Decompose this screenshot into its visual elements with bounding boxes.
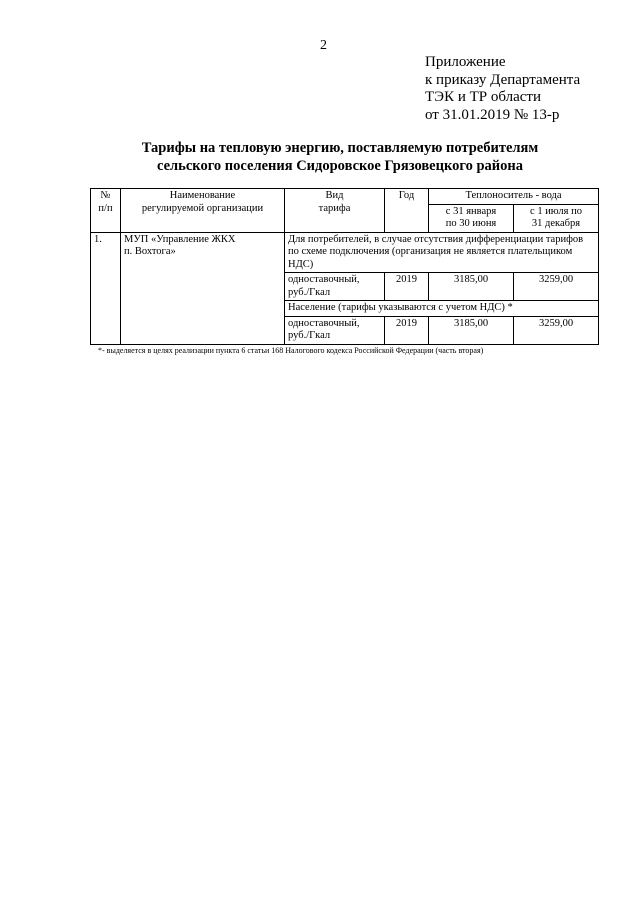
header-organization: Наименование регулируемой организации <box>121 189 285 233</box>
title-line: Тарифы на тепловую энергию, поставляемую потребителям <box>141 140 539 156</box>
tariff-type-cell: одноставочный, руб./Гкал <box>285 316 385 344</box>
value-cell: 3185,00 <box>429 273 514 301</box>
header-period-2: с 1 июля по 31 декабря <box>514 204 599 232</box>
appendix-line: ТЭК и ТР области <box>425 89 541 105</box>
header-carrier: Теплоноситель - вода <box>429 189 599 205</box>
appendix-block <box>425 54 580 124</box>
header-num: № п/п <box>91 189 121 233</box>
table-header-row <box>91 189 599 205</box>
row-num: 1. <box>91 232 121 344</box>
document-title <box>60 139 620 175</box>
page-number: 2 <box>320 38 327 53</box>
table-row <box>91 232 599 273</box>
year-cell: 2019 <box>385 273 429 301</box>
title-line: сельского поселения Сидоровское Грязовецкого района <box>157 158 523 174</box>
section-note: Население (тарифы указываются с учетом НДС) * <box>285 301 599 317</box>
header-period-1: с 31 января по 30 июня <box>429 204 514 232</box>
value-cell: 3259,00 <box>514 316 599 344</box>
header-tariff-type: Вид тарифа <box>285 189 385 233</box>
value-cell: 3185,00 <box>429 316 514 344</box>
header-year: Год <box>385 189 429 233</box>
row-organization: МУП «Управление ЖКХ п. Вохтога» <box>121 232 285 344</box>
appendix-line: от 31.01.2019 № 13-р <box>425 106 560 123</box>
year-cell: 2019 <box>385 316 429 344</box>
value-cell: 3259,00 <box>514 273 599 301</box>
appendix-line: к приказу Департамента <box>425 71 581 88</box>
appendix-line: Приложение <box>425 54 506 70</box>
footnote: *- выделяется в целях реализации пункта 6 статьи 168 Налогового кодекса Российской Федерации (часть вторая) <box>98 346 484 355</box>
tariff-type-cell: одноставочный, руб./Гкал <box>285 273 385 301</box>
section-note: Для потребителей, в случае отсутствия дифференциации тарифов по схеме подключения (организация не является плательщиком НДС) <box>285 232 599 273</box>
tariff-table <box>90 188 599 345</box>
